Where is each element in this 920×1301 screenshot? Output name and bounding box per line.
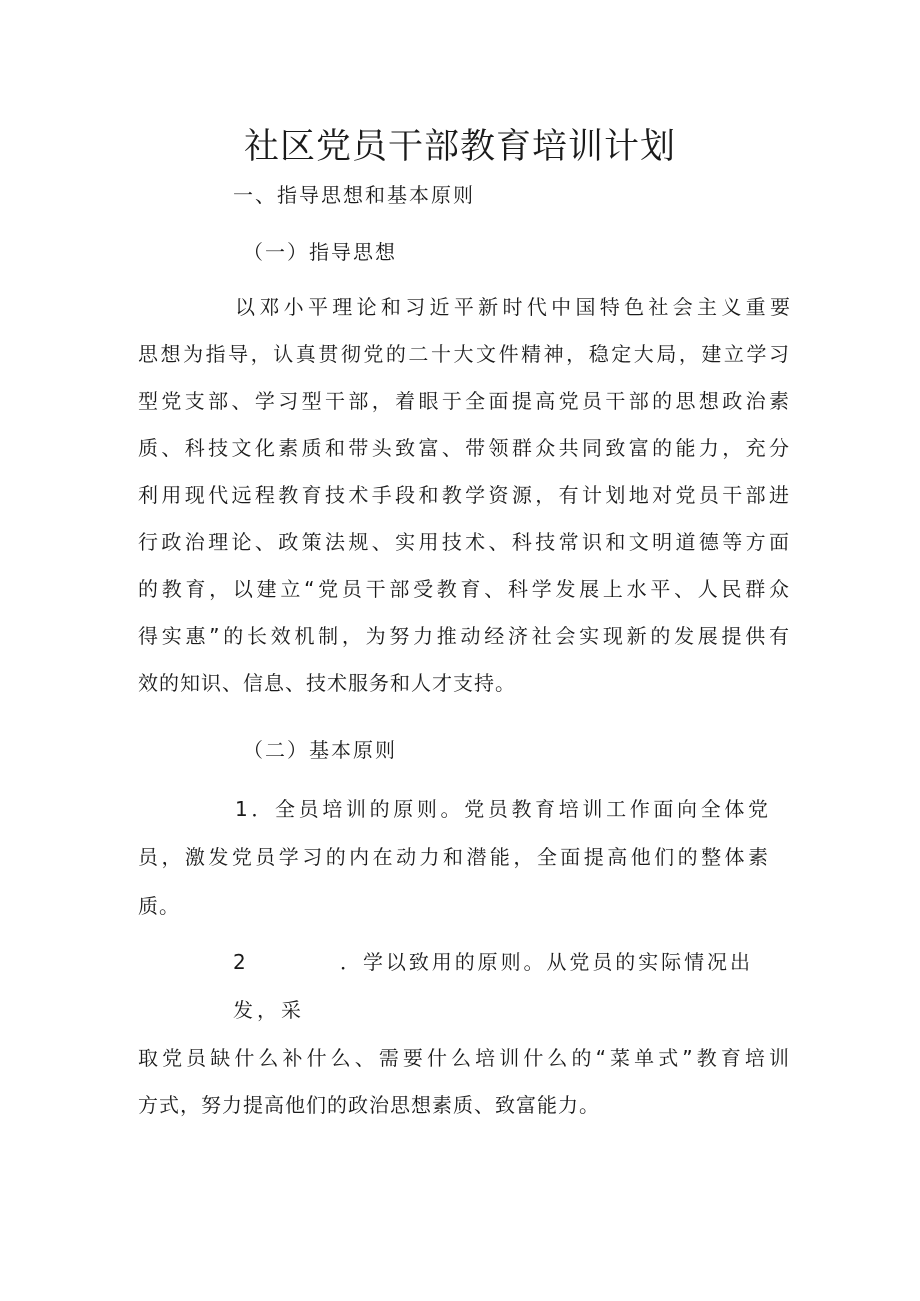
principle-2-line: ．学以致用的原则。从党员的实际情况出 [340,950,750,974]
document-title: 社区党员干部教育培训计划 [243,127,676,167]
principle-1-line: 员，激发党员学习的内在动力和潜能，全面提高他们的整体素 [138,845,768,869]
subsection-2-heading: （二）基本原则 [243,738,397,762]
paragraph-line: 质、科技文化素质和带头致富、带领群众共同致富的能力，充分 [138,436,790,460]
paragraph-line: 得实惠”的长效机制，为努力推动经济社会实现新的发展提供有 [138,624,790,648]
principle-2-line: 方式，努力提高他们的政治思想素质、致富能力。 [138,1093,600,1117]
principle-1-line: 1．全员培训的原则。党员教育培训工作面向全体党 [235,797,768,821]
paragraph-line: 型党支部、学习型干部，着眼于全面提高党员干部的思想政治素 [138,389,790,413]
principle-2-line: 发，采 [233,998,305,1022]
principle-2-line: 取党员缺什么补什么、需要什么培训什么的“菜单式”教育培训 [138,1046,790,1070]
paragraph-line: 以邓小平理论和习近平新时代中国特色社会主义重要 [235,295,790,319]
paragraph-line: 思想为指导，认真贯彻党的二十大文件精神，稳定大局，建立学习 [138,342,790,366]
paragraph-line: 利用现代远程教育技术手段和教学资源，有计划地对党员干部进 [138,483,790,507]
paragraph-line: 行政治理论、政策法规、实用技术、科技常识和文明道德等方面 [138,530,790,554]
principle-2-number: 2 [233,950,246,974]
paragraph-line: 的教育，以建立“党员干部受教育、科学发展上水平、人民群众 [138,577,790,601]
subsection-1-heading: （一）指导思想 [243,240,397,264]
section-1-heading: 一、指导思想和基本原则 [233,183,475,207]
principle-1-line: 质。 [138,894,180,918]
paragraph-line: 效的知识、信息、技术服务和人才支持。 [138,671,516,695]
